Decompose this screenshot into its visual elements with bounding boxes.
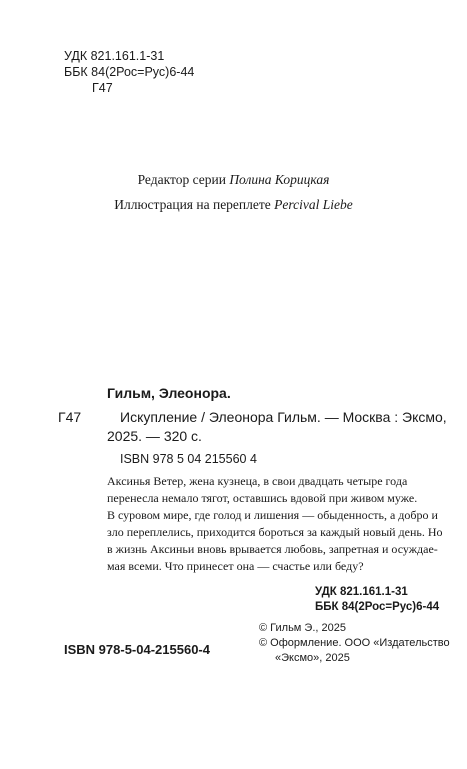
illustration-label: Иллюстрация на переплете (114, 197, 271, 212)
udk-code: УДК 821.161.1-31 (64, 49, 165, 63)
copyright-publisher: «Эксмо», 2025 (275, 652, 350, 664)
illustrator-name: Percival Liebe (274, 197, 353, 212)
illustration-credit (0, 197, 467, 213)
annotation-line: в жизнь Аксиньи вновь врывается любовь, запретная и осуждае- (107, 542, 438, 556)
editor-credit (0, 172, 467, 188)
annotation-line: зло переплелись, приходится бороться за каждый новый день. Но (107, 525, 443, 539)
bbk-code: ББК 84(2Рос=Рус)6-44 (64, 65, 195, 79)
copyright-design: © Оформление. ООО «Издательство (259, 637, 450, 649)
udk-code-bottom: УДК 821.161.1-31 (315, 586, 408, 598)
annotation (107, 473, 443, 575)
annotation-line: Аксинья Ветер, жена кузнеца, в свои двадцать четыре года (107, 474, 408, 488)
title-line-1: Искупление / Элеонора Гильм. — Москва : Эксмо, (120, 409, 447, 425)
copyright-author: © Гильм Э., 2025 (259, 622, 346, 634)
author-heading: Гильм, Элеонора. (107, 385, 231, 401)
bbk-code-bottom: ББК 84(2Рос=Рус)6-44 (315, 601, 440, 613)
annotation-line: перенесла немало тягот, оставшись вдовой при живом муже. (107, 491, 418, 505)
record-author-mark: Г47 (58, 409, 82, 425)
editor-name: Полина Корицкая (229, 172, 330, 187)
annotation-line: мая всеми. Что принесет она — счастье или беду? (107, 559, 364, 573)
isbn-bottom: ISBN 978-5-04-215560-4 (64, 642, 210, 657)
editor-label: Редактор серии (137, 172, 226, 187)
record-isbn: ISBN 978 5 04 215560 4 (120, 452, 257, 466)
author-mark: Г47 (92, 81, 113, 95)
title-line-2: 2025. — 320 с. (107, 428, 202, 444)
annotation-line: В суровом мире, где голод и лишения — обыденность, а добро и (107, 508, 438, 522)
